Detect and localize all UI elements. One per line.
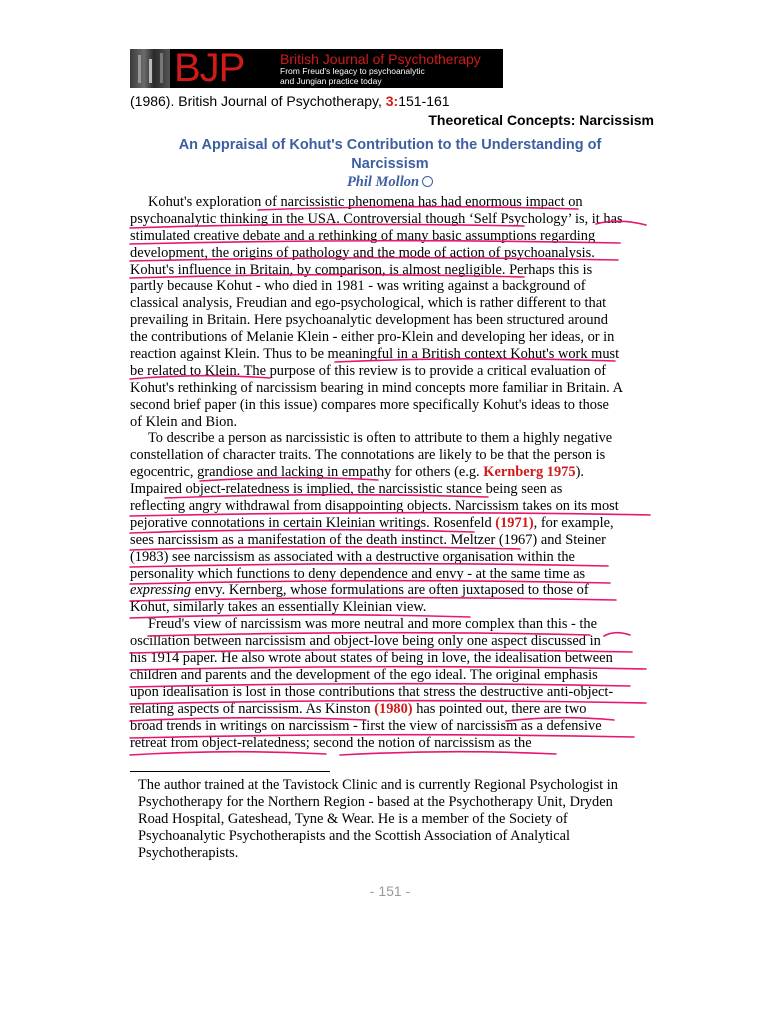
body-line [130,447,650,464]
body-line [130,633,650,650]
article-title: An Appraisal of Kohut's Contribution to the Understanding of Narcissism [178,137,602,172]
body-line [130,667,650,684]
author-line [0,174,768,191]
footnote-line: Psychoanalytic Psychotherapists and the Scottish Association of Analytical [138,828,571,844]
body-text: Kohut's influence in Britain, by comparison, is almost negligible. Perhaps this is [130,261,593,278]
citation-link[interactable]: (1980) [374,700,413,717]
body-text: reflecting angry withdrawal from disappointing objects. Narcissism takes on its most [130,498,619,515]
page-number: - 151 - [369,883,411,899]
body-text: classical analysis, Freudian and ego-psychological, which is rather different to that [130,295,607,312]
body-text: partly because Kohut - who died in 1981 - was writing against a background of [130,278,586,295]
banner-journal-name: British Journal of Psychotherapy [280,51,481,67]
article-body [130,194,650,751]
body-line [130,414,650,431]
body-line [130,532,650,549]
citation: (1986). British Journal of Psychotherapy, 3:151-161 [130,93,450,109]
body-line [130,701,650,718]
body-text: personality which functions to deny dependence and envy - at the same time as [130,565,586,582]
highlight-stroke [130,752,326,755]
body-line [130,498,650,515]
body-line [130,380,650,397]
emphasis-text: expressing [130,582,192,599]
body-line [130,515,650,532]
body-text: retreat from object-relatedness; second the notion of narcissism as the [130,734,532,751]
body-text: envy. Kernberg, whose formulations are often juxtaposed to those of [191,582,589,599]
body-text: relating aspects of narcissism. As Kinston [130,700,375,717]
body-line [130,312,650,329]
body-line [130,228,650,245]
body-line [130,684,650,701]
external-link-icon[interactable] [422,176,433,187]
body-line [130,363,650,380]
body-line [130,582,650,599]
citation-link[interactable]: Kernberg 1975 [483,464,576,481]
footnote-line: Road Hospital, Gateshead, Tyne & Wear. He is a member of the Society of [138,811,568,827]
body-text: pejorative connotations in certain Kleinian writings. Rosenfeld [130,514,496,531]
body-line [130,295,650,312]
body-line [130,549,650,566]
body-text: prevailing in Britain. Here psychoanalytic development has been structured around [130,312,608,329]
body-line [130,566,650,583]
footnote-line: Psychotherapy for the Northern Region - based at the Psychotherapy Unit, Dryden [138,794,613,810]
body-text: ). [575,464,584,481]
body-text: , for example, [533,514,614,531]
body-text: Kohut's rethinking of narcissism bearing in mind concepts more familiar in Britain. A [130,379,623,396]
body-line [130,481,650,498]
body-text: of Klein and Bion. [130,413,238,430]
body-text: upon idealisation is lost in those contributions that stress the destructive anti-object- [130,683,614,700]
body-text: second brief paper (in this issue) compares more specifically Kohut's ideas to those [130,396,609,413]
body-text: has pointed out, there are two [412,700,587,717]
body-line [130,245,650,262]
body-text: To describe a person as narcissistic is often to attribute to them a highly negative [148,430,613,447]
body-line [130,211,650,228]
body-line [130,599,650,616]
volume-link[interactable]: 3: [385,93,399,109]
body-text: stimulated creative debate and a rethinking of many basic assumptions regarding [130,227,596,244]
body-text: sees narcissism as a manifestation of the death instinct. Meltzer (1967) and Steiner [130,531,606,548]
footnote [138,777,658,862]
body-text: (1983) see narcissism as associated with a destructive organisation within the [130,548,575,565]
body-text: constellation of character traits. The connotations are likely to be that the person is [130,447,606,464]
body-text: psychoanalytic thinking in the USA. Controversial though ‘Self Psychology’ is, it has [130,210,623,227]
body-text: reaction against Klein. Thus to be meaningful in a British context Kohut's work must [130,346,620,363]
footnote-line: The author trained at the Tavistock Clinic and is currently Regional Psychologist in [138,777,618,793]
banner-tagline: From Freud's legacy to psychoanalytic and Jungian practice today [280,66,425,86]
body-text: his 1914 paper. He also wrote about states of being in love, the idealisation between [130,650,613,667]
footnote-line: Psychotherapists. [138,845,239,861]
body-line [130,397,650,414]
author-name[interactable]: Phil Mollon [346,174,420,190]
body-line [130,735,650,752]
body-text: egocentric, grandiose and lacking in empathy for others (e.g. [130,464,484,481]
body-text: be related to Klein. The purpose of this review is to provide a critical evaluation of [130,362,607,379]
body-line [130,430,650,447]
body-line [130,346,650,363]
body-text: Kohut's exploration of narcissistic phenomena has had enormous impact on [148,194,583,210]
body-text: Kohut, similarly takes an essentially Kleinian view. [130,599,427,616]
body-line [130,329,650,346]
body-line [130,464,650,481]
body-line [130,194,650,211]
footnote-rule [130,771,330,772]
body-line [130,718,650,735]
body-line [130,262,650,279]
body-text: Impaired object-relatedness is implied, the narcissistic stance being seen as [130,481,563,498]
body-text: children and parents and the development of the ego ideal. The original emphasis [130,666,598,683]
body-line [130,650,650,667]
highlight-stroke [340,752,556,755]
body-text: broad trends in writings on narcissism - first the view of narcissism as a defensive [130,717,602,734]
body-text: Freud's view of narcissism was more neutral and more complex than this - the [148,616,597,633]
body-text: the contributions of Melanie Klein - either pro-Klein and developing her ideas, or in [130,329,615,346]
journal-banner [130,49,503,88]
body-line [130,278,650,295]
body-text: development, the origins of pathology and the mode of action of psychoanalysis. [130,244,595,261]
citation-link[interactable]: (1971) [495,514,534,531]
body-text: oscillation between narcissism and object-love being only one aspect discussed in [130,633,601,650]
banner-logo: BJP [174,49,245,88]
section-heading: Theoretical Concepts: Narcissism [428,112,654,128]
banner-photo [130,49,170,88]
body-line [130,616,650,633]
